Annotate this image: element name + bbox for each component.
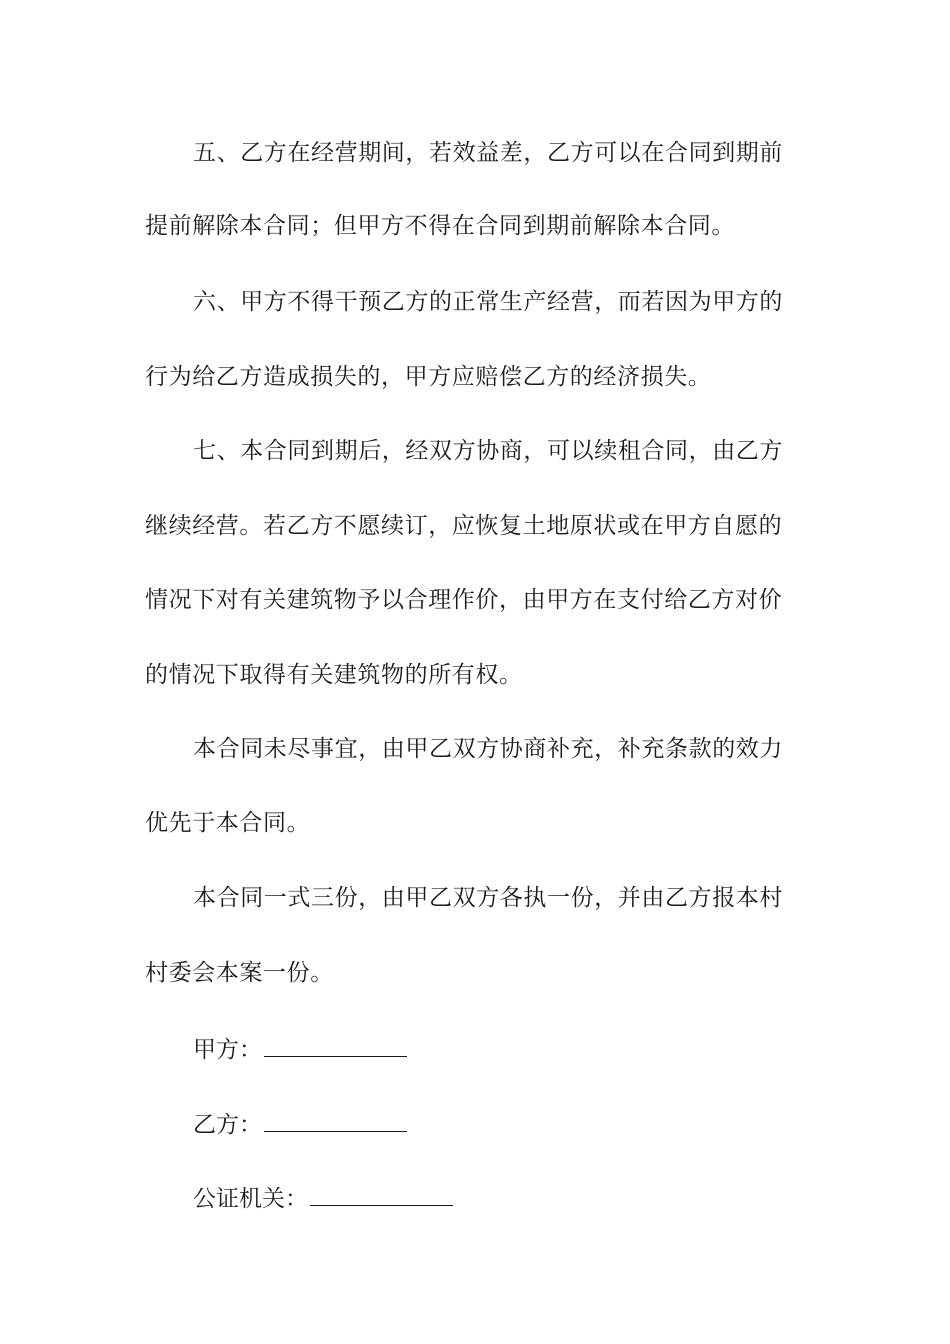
party-a-signature-blank	[264, 1034, 407, 1057]
copies-line-2: 村委会本案一份。	[145, 960, 334, 986]
clause-6-line-1: 六、甲方不得干预乙方的正常生产经营，而若因为甲方的	[193, 289, 783, 315]
clause-7-line-3: 情况下对有关建筑物予以合理作价，由甲方在支付给乙方对价	[145, 587, 783, 613]
notary-signature	[193, 1183, 453, 1214]
party-b-signature	[193, 1109, 407, 1140]
supplement-line-2: 优先于本合同。	[145, 810, 311, 836]
notary-signature-blank	[310, 1183, 453, 1206]
supplement-line-1: 本合同未尽事宜，由甲乙双方协商补充，补充条款的效力	[193, 736, 783, 762]
party-b-label: 乙方：	[193, 1112, 262, 1138]
party-a-label: 甲方：	[193, 1037, 262, 1063]
clause-7-line-2: 继续经营。若乙方不愿续订，应恢复土地原状或在甲方自愿的	[145, 513, 783, 539]
clause-5-line-1: 五、乙方在经营期间，若效益差，乙方可以在合同到期前	[193, 140, 783, 166]
party-a-signature	[193, 1034, 407, 1065]
clause-5-line-2: 提前解除本合同；但甲方不得在合同到期前解除本合同。	[145, 213, 735, 239]
party-b-signature-blank	[264, 1109, 407, 1132]
clause-7-line-4: 的情况下取得有关建筑物的所有权。	[145, 662, 523, 688]
copies-line-1: 本合同一式三份，由甲乙双方各执一份，并由乙方报本村	[193, 885, 783, 911]
clause-7-line-1: 七、本合同到期后，经双方协商，可以续租合同，由乙方	[193, 438, 783, 464]
clause-6-line-2: 行为给乙方造成损失的，甲方应赔偿乙方的经济损失。	[145, 364, 712, 390]
notary-label: 公证机关：	[193, 1186, 308, 1212]
